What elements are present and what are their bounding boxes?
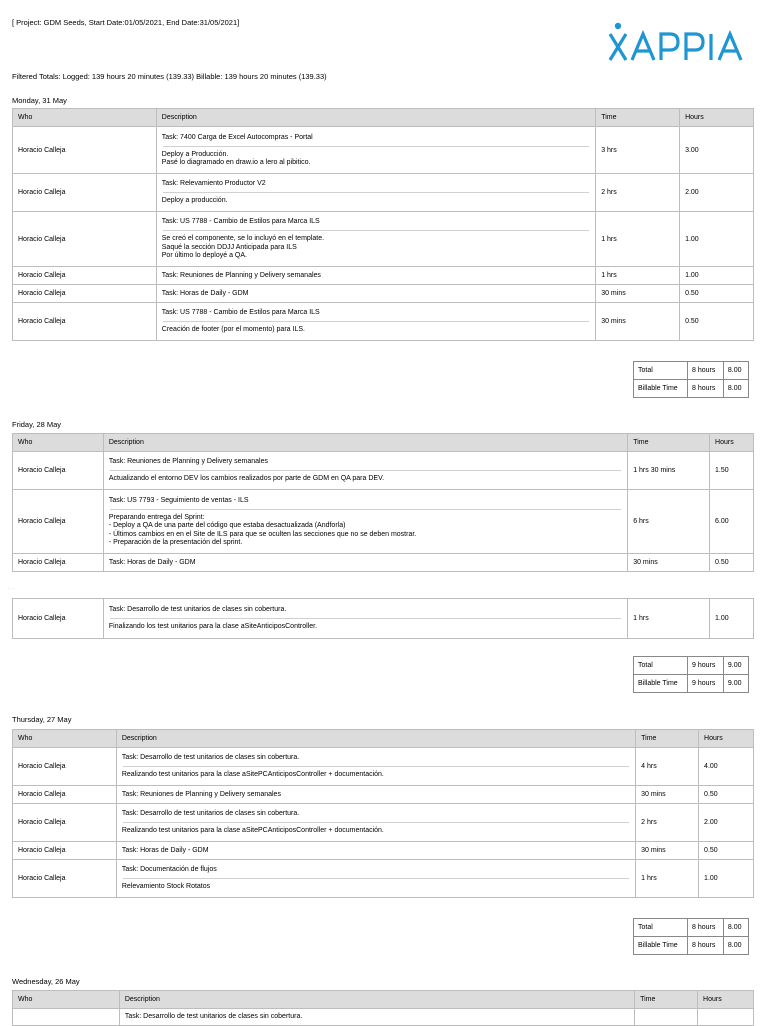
row-who: Horacio Calleja bbox=[13, 554, 104, 572]
xappia-logo bbox=[608, 22, 750, 64]
row-time: 1 hrs bbox=[636, 860, 699, 898]
row-description bbox=[156, 212, 595, 267]
col-hours: Hours bbox=[710, 434, 754, 452]
total-hours: 8.00 bbox=[723, 362, 748, 380]
row-who: Horacio Calleja bbox=[13, 127, 157, 174]
col-who: Who bbox=[13, 730, 117, 748]
time-log-table bbox=[12, 108, 754, 341]
task-name: Task: Desarrollo de test unitarios de clases sin cobertura. bbox=[121, 754, 300, 762]
col-who: Who bbox=[13, 991, 120, 1009]
billable-hours: 8.00 bbox=[723, 937, 748, 955]
billable-label: Billable Time bbox=[634, 675, 688, 693]
total-time: 8 hours bbox=[688, 362, 724, 380]
table-row bbox=[13, 490, 754, 554]
row-hours: 6.00 bbox=[710, 490, 754, 554]
task-name: Task: US 7788 - Cambio de Estilos para Marca ILS bbox=[161, 309, 320, 317]
row-time: 30 mins bbox=[596, 303, 680, 341]
billable-time: 8 hours bbox=[688, 380, 724, 398]
table-row bbox=[13, 804, 754, 842]
task-name: Task: US 7793 - Seguimiento de ventas - ILS bbox=[108, 496, 249, 504]
total-hours: 9.00 bbox=[723, 657, 748, 675]
billable-time: 9 hours bbox=[688, 675, 724, 693]
time-log-table bbox=[12, 990, 754, 1026]
row-hours: 0.50 bbox=[680, 285, 754, 303]
total-label: Total bbox=[634, 657, 688, 675]
table-row bbox=[13, 452, 754, 490]
table-row bbox=[13, 212, 754, 267]
time-log-table bbox=[12, 433, 754, 572]
date-heading: Wednesday, 26 May bbox=[12, 977, 80, 986]
task-name: Task: Desarrollo de test unitarios de clases sin cobertura. bbox=[108, 606, 287, 614]
row-hours: 0.50 bbox=[680, 303, 754, 341]
row-who: Horacio Calleja bbox=[13, 212, 157, 267]
task-name: Task: US 7788 - Cambio de Estilos para Marca ILS bbox=[161, 218, 320, 226]
date-heading: Monday, 31 May bbox=[12, 96, 67, 105]
page-marker: · · · bbox=[8, 586, 15, 591]
row-hours: 1.00 bbox=[699, 860, 754, 898]
row-who: Horacio Calleja bbox=[13, 786, 117, 804]
table-row bbox=[13, 860, 754, 898]
row-who: Horacio Calleja bbox=[13, 842, 117, 860]
col-who: Who bbox=[13, 434, 104, 452]
row-hours: 0.50 bbox=[699, 842, 754, 860]
table-header bbox=[13, 991, 754, 1009]
col-hours: Hours bbox=[699, 730, 754, 748]
row-time: 6 hrs bbox=[628, 490, 710, 554]
billable-label: Billable Time bbox=[634, 937, 688, 955]
summary-table bbox=[633, 918, 749, 955]
row-time: 2 hrs bbox=[636, 804, 699, 842]
col-hours: Hours bbox=[680, 109, 754, 127]
row-hours: 1.00 bbox=[710, 599, 754, 639]
row-hours: 0.50 bbox=[699, 786, 754, 804]
row-who: Horacio Calleja bbox=[13, 599, 104, 639]
row-hours: 2.00 bbox=[699, 804, 754, 842]
table-row bbox=[13, 285, 754, 303]
col-description: Description bbox=[119, 991, 634, 1009]
row-description bbox=[156, 303, 595, 341]
total-hours: 8.00 bbox=[723, 919, 748, 937]
date-heading: Thursday, 27 May bbox=[12, 715, 72, 724]
note-line: Relevamiento Stock Rotatos bbox=[121, 883, 211, 891]
row-hours: 4.00 bbox=[699, 748, 754, 786]
note-line: Pasé lo diagramado en draw.io a lero al pibitico. bbox=[161, 159, 311, 166]
date-heading: Friday, 28 May bbox=[12, 420, 62, 429]
table-row bbox=[13, 1009, 754, 1026]
task-name: Task: Desarrollo de test unitarios de clases sin cobertura. bbox=[121, 810, 300, 818]
row-who: Horacio Calleja bbox=[13, 804, 117, 842]
row-time: 30 mins bbox=[636, 786, 699, 804]
row-description bbox=[116, 804, 635, 842]
row-description bbox=[116, 860, 635, 898]
task-name: Task: 7400 Carga de Excel Autocompras - Portal bbox=[161, 133, 313, 141]
table-row bbox=[13, 599, 754, 639]
row-hours bbox=[698, 1009, 754, 1026]
row-description bbox=[103, 490, 627, 554]
note-line: Por último lo deployé a QA. bbox=[161, 252, 247, 260]
task-name: Task: Reuniones de Planning y Delivery semanales bbox=[108, 458, 268, 466]
row-who: Horacio Calleja bbox=[13, 452, 104, 490]
table-row bbox=[13, 127, 754, 174]
table-row bbox=[13, 303, 754, 341]
summary-table bbox=[633, 361, 749, 398]
note-line: Realizando test unitarios para la clase aSitePCAnticiposController + documentación. bbox=[121, 827, 384, 835]
total-label: Total bbox=[634, 919, 688, 937]
note-line: Preparando entrega del Sprint: bbox=[108, 513, 205, 521]
row-description bbox=[103, 599, 627, 639]
row-who: Horacio Calleja bbox=[13, 490, 104, 554]
note-line: Finalizando los test unitarios para la clase aSiteAnticiposController. bbox=[108, 623, 318, 631]
row-who: Horacio Calleja bbox=[13, 267, 157, 285]
col-time: Time bbox=[628, 434, 710, 452]
col-hours: Hours bbox=[698, 991, 754, 1009]
note-line: Actualizando el entorno DEV los cambios realizados por parte de GDM en QA para DEV. bbox=[108, 475, 385, 483]
note-line: - Preparación de la presentación del sprint. bbox=[108, 539, 243, 546]
row-who bbox=[13, 1009, 120, 1026]
table-row bbox=[13, 748, 754, 786]
row-time: 30 mins bbox=[636, 842, 699, 860]
row-description bbox=[156, 127, 595, 174]
table-row bbox=[13, 842, 754, 860]
row-who: Horacio Calleja bbox=[13, 174, 157, 212]
billable-hours: 8.00 bbox=[723, 380, 748, 398]
billable-label: Billable Time bbox=[634, 380, 688, 398]
row-time: 1 hrs bbox=[596, 267, 680, 285]
row-description: Task: Reuniones de Planning y Delivery semanales bbox=[116, 786, 635, 804]
note-line: - Últimos cambios en en el Site de ILS para que se oculten las secciones que no se deben mostrar. bbox=[108, 530, 417, 538]
note-line: Creación de footer (por el momento) para ILS. bbox=[161, 326, 305, 334]
col-time: Time bbox=[596, 109, 680, 127]
col-description: Description bbox=[103, 434, 627, 452]
row-time: 1 hrs bbox=[628, 599, 710, 639]
row-hours: 3.00 bbox=[680, 127, 754, 174]
row-description: Task: Horas de Daily - GDM bbox=[116, 842, 635, 860]
col-description: Description bbox=[156, 109, 595, 127]
table-row bbox=[13, 267, 754, 285]
table-row bbox=[13, 554, 754, 572]
row-hours: 2.00 bbox=[680, 174, 754, 212]
note-line: Deploy a Producción. bbox=[161, 150, 229, 158]
row-time: 2 hrs bbox=[596, 174, 680, 212]
table-row bbox=[13, 786, 754, 804]
row-hours: 1.00 bbox=[680, 267, 754, 285]
task-name: Task: Relevamiento Productor V2 bbox=[161, 180, 266, 188]
logo-graphic bbox=[608, 22, 750, 62]
row-time: 30 mins bbox=[596, 285, 680, 303]
filtered-totals: Filtered Totals: Logged: 139 hours 20 minutes (139.33) Billable: 139 hours 20 minutes (139.33) bbox=[12, 72, 327, 81]
col-time: Time bbox=[636, 730, 699, 748]
note-line: Realizando test unitarios para la clase aSitePCAnticiposController + documentación. bbox=[121, 771, 384, 779]
row-hours: 1.50 bbox=[710, 452, 754, 490]
col-description: Description bbox=[116, 730, 635, 748]
note-line: Se creó el componente, se lo incluyó en el template. bbox=[161, 235, 325, 243]
row-description bbox=[116, 748, 635, 786]
table-header bbox=[13, 730, 754, 748]
project-info: [ Project: GDM Seeds, Start Date:01/05/2021, End Date:31/05/2021] bbox=[12, 18, 240, 27]
row-description: Task: Reuniones de Planning y Delivery semanales bbox=[156, 267, 595, 285]
table-header bbox=[13, 434, 754, 452]
time-log-table bbox=[12, 729, 754, 898]
row-who: Horacio Calleja bbox=[13, 303, 157, 341]
table-header bbox=[13, 109, 754, 127]
note-line: - Deploy a QA de una parte del código que estaba desactualizada (Andforla) bbox=[108, 522, 346, 529]
billable-time: 8 hours bbox=[688, 937, 724, 955]
row-description: Task: Horas de Daily - GDM bbox=[156, 285, 595, 303]
note-line: Deploy a producción. bbox=[161, 197, 228, 205]
row-who: Horacio Calleja bbox=[13, 285, 157, 303]
row-time: 30 mins bbox=[628, 554, 710, 572]
row-time: 1 hrs bbox=[596, 212, 680, 267]
row-description bbox=[156, 174, 595, 212]
row-who: Horacio Calleja bbox=[13, 860, 117, 898]
total-time: 8 hours bbox=[688, 919, 724, 937]
row-hours: 0.50 bbox=[710, 554, 754, 572]
col-time: Time bbox=[635, 991, 698, 1009]
time-log-table-continued bbox=[12, 598, 754, 639]
task-name: Task: Desarrollo de test unitarios de clases sin cobertura. bbox=[124, 1012, 303, 1020]
note-line: Saqué la sección DDJJ Anticipada para ILS bbox=[161, 243, 297, 251]
total-label: Total bbox=[634, 362, 688, 380]
table-row bbox=[13, 174, 754, 212]
billable-hours: 9.00 bbox=[723, 675, 748, 693]
row-time: 4 hrs bbox=[636, 748, 699, 786]
row-time: 3 hrs bbox=[596, 127, 680, 174]
row-who: Horacio Calleja bbox=[13, 748, 117, 786]
row-time: 1 hrs 30 mins bbox=[628, 452, 710, 490]
task-name: Task: Documentación de flujos bbox=[121, 866, 217, 874]
row-hours: 1.00 bbox=[680, 212, 754, 267]
row-description: Task: Horas de Daily - GDM bbox=[103, 554, 627, 572]
row-description bbox=[119, 1009, 634, 1026]
row-description bbox=[103, 452, 627, 490]
row-time bbox=[635, 1009, 698, 1026]
summary-table bbox=[633, 656, 749, 693]
total-time: 9 hours bbox=[688, 657, 724, 675]
col-who: Who bbox=[13, 109, 157, 127]
